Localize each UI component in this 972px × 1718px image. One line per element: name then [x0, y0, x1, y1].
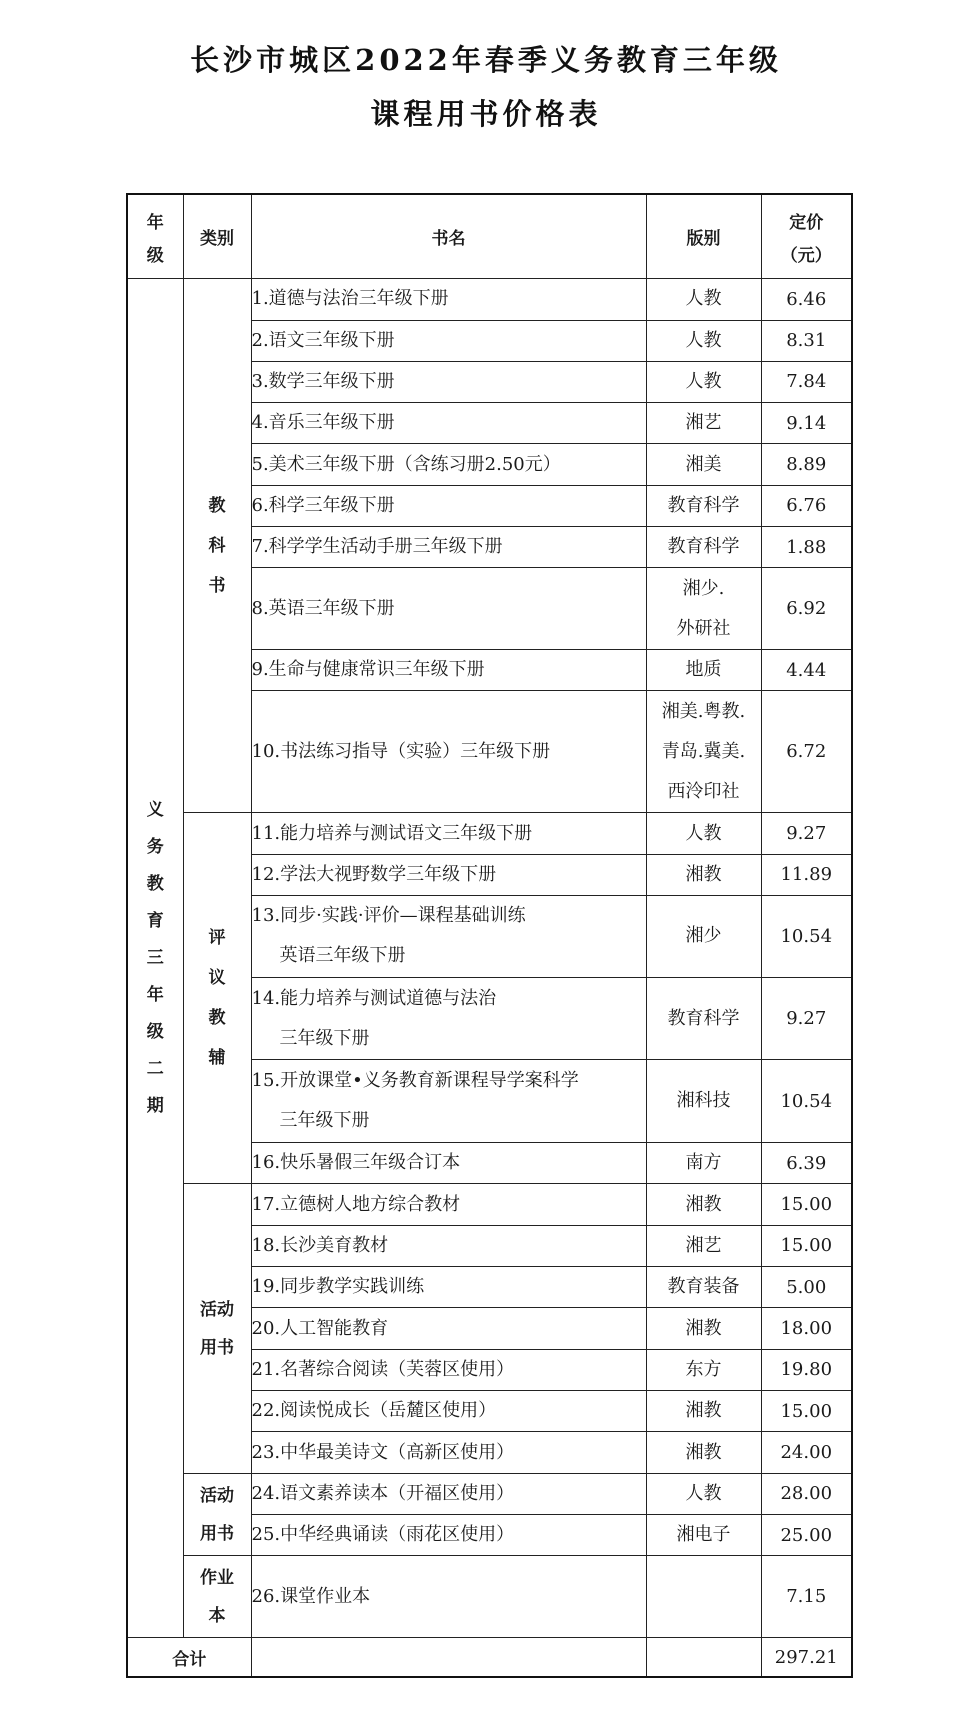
- table-row: [127, 1473, 852, 1514]
- category-label: 评: [208, 928, 226, 949]
- book-name-cell: [251, 1515, 646, 1556]
- edition-cell: [646, 485, 761, 526]
- book-name-cell: [251, 1143, 646, 1184]
- category-label: 本: [208, 1605, 226, 1626]
- book-name: 17.立德树人地方综合教材: [251, 1193, 461, 1215]
- edition: 人教: [685, 288, 722, 310]
- category-textbooks: [183, 279, 251, 813]
- book-name: 11.能力培养与测试语文三年级下册: [251, 822, 533, 844]
- book-name-cell: [251, 279, 646, 320]
- grade-label-char: 三: [146, 947, 164, 968]
- book-name: 24.语文素养读本（开福区使用）: [251, 1482, 515, 1504]
- edition: 西泠印社: [667, 780, 740, 802]
- category-label: 用书: [200, 1337, 234, 1358]
- document-title-line-1: 长沙市城区2022年春季义务教育三年级: [190, 43, 782, 77]
- table-row: [127, 279, 852, 320]
- edition-cell: [646, 527, 761, 568]
- edition: 教育科学: [667, 1007, 740, 1029]
- price-cell: 28.00: [761, 1473, 852, 1514]
- book-name-cell: [251, 896, 646, 978]
- edition-cell: [646, 977, 761, 1060]
- total-row: [127, 1638, 852, 1678]
- grade-label-char: 年: [146, 984, 164, 1005]
- book-name: 5.美术三年级下册（含练习册2.50元）: [251, 453, 561, 475]
- book-name-cell: [251, 403, 646, 444]
- category-label: 教: [208, 1008, 226, 1029]
- price-cell: 8.89: [761, 444, 852, 485]
- price-cell: 6.76: [761, 485, 852, 526]
- price-cell: 9.27: [761, 977, 852, 1060]
- book-name: 12.学法大视野数学三年级下册: [251, 863, 497, 885]
- price-cell: 7.84: [761, 361, 852, 402]
- book-name-cell: [251, 361, 646, 402]
- header-price-unit: （元）: [780, 245, 832, 266]
- price-cell: 9.14: [761, 403, 852, 444]
- book-name: 英语三年级下册: [279, 945, 406, 967]
- book-name: 3.数学三年级下册: [251, 370, 395, 392]
- header-grade-char: 级: [146, 245, 164, 266]
- grade-label-char: 务: [146, 836, 164, 857]
- book-name-cell: [251, 650, 646, 691]
- category-label: 辅: [208, 1048, 226, 1069]
- book-name: 16.快乐暑假三年级合订本: [251, 1152, 461, 1174]
- category-activity-books-1: [183, 1184, 251, 1473]
- edition: 湘教: [685, 1193, 722, 1215]
- total-empty-cell: [251, 1638, 646, 1678]
- edition-cell: [646, 1143, 761, 1184]
- book-name: 21.名著综合阅读（芙蓉区使用）: [251, 1358, 515, 1380]
- grade-label-char: 育: [146, 910, 164, 931]
- edition-cell: [646, 1267, 761, 1308]
- grade-label-char: 义: [146, 799, 164, 820]
- edition-cell: [646, 1060, 761, 1143]
- book-name: 4.音乐三年级下册: [251, 412, 395, 434]
- header-price: [761, 194, 852, 279]
- edition-cell: [646, 813, 761, 854]
- grade-cell: [127, 279, 183, 1638]
- edition-cell: [646, 568, 761, 650]
- header-book-name: 书名: [251, 194, 646, 279]
- book-name: 20.人工智能教育: [251, 1317, 389, 1339]
- header-grade: [127, 194, 183, 279]
- header-grade-char: 年: [146, 212, 164, 233]
- price-cell: 15.00: [761, 1184, 852, 1225]
- edition-cell: [646, 1308, 761, 1349]
- edition: 湘美: [685, 453, 722, 475]
- book-name-cell: [251, 1308, 646, 1349]
- grade-label-char: 教: [146, 873, 164, 894]
- price-cell: 6.72: [761, 691, 852, 813]
- price-cell: 5.00: [761, 1267, 852, 1308]
- header-row: [127, 194, 852, 279]
- edition-cell: [646, 320, 761, 361]
- book-name: 19.同步教学实践训练: [251, 1276, 425, 1298]
- edition: 人教: [685, 822, 722, 844]
- edition: 湘电子: [676, 1524, 731, 1546]
- book-name: 22.阅读悦成长（岳麓区使用）: [251, 1400, 497, 1422]
- price-cell: 15.00: [761, 1225, 852, 1266]
- edition: 人教: [685, 370, 722, 392]
- book-name-cell: [251, 444, 646, 485]
- edition-cell: [646, 1225, 761, 1266]
- category-label: 活动: [200, 1485, 234, 1506]
- book-name: 三年级下册: [279, 1110, 370, 1132]
- table-row: [127, 1556, 852, 1638]
- book-name-cell: [251, 1391, 646, 1432]
- edition: 人教: [685, 1482, 722, 1504]
- category-label: 科: [208, 535, 226, 556]
- edition: 湘教: [685, 1317, 722, 1339]
- book-name-cell: [251, 1267, 646, 1308]
- price-cell: 11.89: [761, 854, 852, 895]
- book-name: 8.英语三年级下册: [251, 597, 395, 619]
- edition: 教育装备: [667, 1276, 740, 1298]
- category-label: 议: [208, 968, 226, 989]
- table-row: [127, 813, 852, 854]
- book-name: 13.同步·实践·评价—课程基础训练: [251, 905, 526, 927]
- edition: 东方: [685, 1358, 722, 1380]
- book-name-cell: [251, 854, 646, 895]
- total-label: 合计: [127, 1638, 251, 1678]
- price-cell: 10.54: [761, 896, 852, 978]
- edition-cell: [646, 1473, 761, 1514]
- price-cell: 8.31: [761, 320, 852, 361]
- book-name: 10.书法练习指导（实验）三年级下册: [251, 740, 551, 762]
- edition: 湘少: [685, 925, 722, 947]
- book-name: 15.开放课堂•义务教育新课程导学案科学: [251, 1070, 579, 1092]
- edition-cell: [646, 1556, 761, 1638]
- category-label: 活动: [200, 1299, 234, 1320]
- price-cell: 10.54: [761, 1060, 852, 1143]
- edition-cell: [646, 854, 761, 895]
- edition-cell: [646, 896, 761, 978]
- price-cell: 6.46: [761, 279, 852, 320]
- price-cell: 15.00: [761, 1391, 852, 1432]
- book-name: 25.中华经典诵读（雨花区使用）: [251, 1524, 515, 1546]
- book-name: 6.科学三年级下册: [251, 494, 395, 516]
- book-name-cell: [251, 485, 646, 526]
- book-name-cell: [251, 1556, 646, 1638]
- category-label: 用书: [200, 1523, 234, 1544]
- price-cell: 18.00: [761, 1308, 852, 1349]
- book-name-cell: [251, 691, 646, 813]
- category-activity-books-2: [183, 1473, 251, 1556]
- price-cell: 24.00: [761, 1432, 852, 1473]
- edition-cell: [646, 1184, 761, 1225]
- edition: 湘教: [685, 1400, 722, 1422]
- edition: 青岛.冀美.: [661, 740, 746, 762]
- book-name: 9.生命与健康常识三年级下册: [251, 659, 485, 681]
- book-name: 2.语文三年级下册: [251, 329, 395, 351]
- book-name-cell: [251, 1349, 646, 1390]
- edition-cell: [646, 1515, 761, 1556]
- edition-cell: [646, 1432, 761, 1473]
- edition: 教育科学: [667, 536, 740, 558]
- header-category: 类别: [183, 194, 251, 279]
- grade-label-char: 期: [146, 1095, 164, 1116]
- category-label: 书: [208, 575, 226, 596]
- grade-label-char: 级: [146, 1021, 164, 1042]
- book-name: 26.课堂作业本: [251, 1585, 371, 1607]
- document-title-line-2: 课程用书价格表: [370, 97, 602, 131]
- edition-cell: [646, 279, 761, 320]
- edition: 湘科技: [676, 1090, 731, 1112]
- edition: 人教: [685, 329, 722, 351]
- edition: 湘艺: [685, 412, 722, 434]
- price-cell: 6.39: [761, 1143, 852, 1184]
- edition: 湘教: [685, 863, 722, 885]
- edition: 南方: [685, 1152, 722, 1174]
- book-name-cell: [251, 1184, 646, 1225]
- edition: 湘美.粤教.: [661, 700, 746, 722]
- edition: 湘教: [685, 1441, 722, 1463]
- book-name: 三年级下册: [279, 1027, 370, 1049]
- price-cell: 19.80: [761, 1349, 852, 1390]
- edition: 湘少.: [682, 577, 725, 599]
- edition-cell: [646, 691, 761, 813]
- edition-cell: [646, 403, 761, 444]
- book-name: 23.中华最美诗文（高新区使用）: [251, 1441, 515, 1463]
- book-name-cell: [251, 527, 646, 568]
- total-price: 297.21: [761, 1638, 852, 1678]
- price-cell: 7.15: [761, 1556, 852, 1638]
- edition: 湘艺: [685, 1234, 722, 1256]
- price-cell: 25.00: [761, 1515, 852, 1556]
- header-price-label: 定价: [789, 212, 824, 233]
- header-edition: 版别: [646, 194, 761, 279]
- book-name-cell: [251, 1473, 646, 1514]
- edition-cell: [646, 650, 761, 691]
- book-name: 18.长沙美育教材: [251, 1234, 389, 1256]
- book-name-cell: [251, 1060, 646, 1143]
- edition: 教育科学: [667, 494, 740, 516]
- price-cell: 4.44: [761, 650, 852, 691]
- edition-cell: [646, 361, 761, 402]
- edition-cell: [646, 1391, 761, 1432]
- edition: 外研社: [676, 617, 731, 639]
- book-name: 1.道德与法治三年级下册: [251, 288, 449, 310]
- book-name: 7.科学学生活动手册三年级下册: [251, 536, 503, 558]
- grade-label-char: 二: [146, 1058, 164, 1079]
- book-name-cell: [251, 813, 646, 854]
- category-homework: [183, 1556, 251, 1638]
- price-cell: 1.88: [761, 527, 852, 568]
- category-assessment-aids: [183, 813, 251, 1184]
- price-cell: 6.92: [761, 568, 852, 650]
- price-table: [126, 193, 853, 1678]
- book-name-cell: [251, 1225, 646, 1266]
- category-label: 作业: [200, 1567, 234, 1588]
- book-name-cell: [251, 568, 646, 650]
- table-row: [127, 1184, 852, 1225]
- book-name-cell: [251, 1432, 646, 1473]
- edition: 地质: [685, 659, 722, 681]
- book-name: 14.能力培养与测试道德与法治: [251, 987, 497, 1009]
- category-label: 教: [208, 495, 226, 516]
- book-name-cell: [251, 977, 646, 1060]
- book-name-cell: [251, 320, 646, 361]
- total-empty-cell: [646, 1638, 761, 1678]
- price-cell: 9.27: [761, 813, 852, 854]
- edition-cell: [646, 1349, 761, 1390]
- edition-cell: [646, 444, 761, 485]
